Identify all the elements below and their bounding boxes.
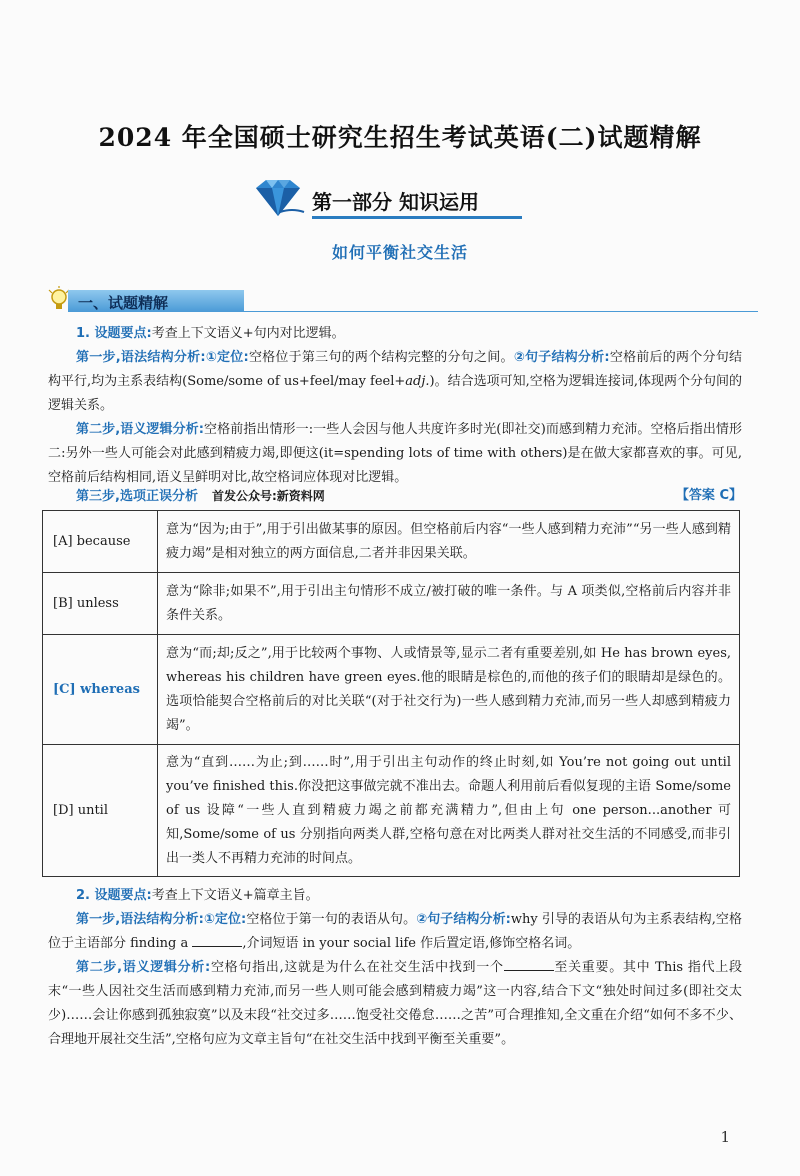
option-explanation: 意为“而;却;反之”,用于比较两个事物、人或情景等,显示二者有重要差别,如 He has brown eyes, whereas his children have green eyes.他的眼睛是棕色的,而他的孩子们的眼睛却是绿色的。选项恰能契合空格前后的对比关联“(对于社交行为)一些人感到精力充沛,而另一些人却感到精疲力竭”。 [158,635,740,745]
q1-key-point: 1. 设题要点:考查上下文语义+句内对比逻辑。 [76,326,345,341]
part-title-underline [312,216,522,219]
q2-key-point: 2. 设题要点:考查上下文语义+篇章主旨。 [76,888,319,903]
option-explanation: 意为“因为;由于”,用于引出做某事的原因。但空格前后内容“一些人感到精力充沛”“另一些人感到精疲力竭”是相对独立的两方面信息,二者并非因果关联。 [158,511,740,573]
option-label: [A] because [43,511,158,573]
blank-line [192,932,242,947]
section-title-band [68,290,244,312]
option-row [43,573,740,635]
option-label: [B] unless [43,573,158,635]
q1-step1: 第一步,语法结构分析:①定位:空格位于第三句的两个结构完整的分句之间。②句子结构分析:空格前后的两个分句结构平行,均为主系表结构(Some/some of us+feel/may feel+adj.)。结合选项可知,空格为逻辑连接词,体现两个分句间的逻辑关系。 [48,350,742,413]
q2-step2: 第二步,语义逻辑分析:空格句指出,这就是为什么在社交生活中找到一个 至关重要。其中 This 指代上段末“一些人因社交生活而感到精力充沛,而另一些人则可能会感到精疲力竭”这一内容,结合下文“独处时间过多(即社交太少)……会让你感到孤独寂寞”以及末段“社交过多……饱受社交倦怠……之苦”可合理推知,全文重在介绍“如何不多不少、合理地开展社交生活”,空格句应为文章主旨句“在社交生活中找到平衡至关重要”。 [48,956,742,1052]
passage-title: 如何平衡社交生活 [331,243,468,262]
section-header [48,286,758,314]
part-title: 第一部分 知识运用 [312,190,479,214]
answer-badge: 【答案 C】 [675,488,742,503]
option-row [43,745,740,877]
diamond-icon [250,178,306,218]
option-row-correct [43,635,740,745]
section-rule [244,311,758,312]
publisher-note: 首发公众号:新资料网 [211,489,325,503]
q1-step3: 第三步,选项正误分析 首发公众号:新资料网 【答案 C】 [76,488,742,504]
option-explanation: 意为“除非;如果不”,用于引出主句情形不成立/被打破的唯一条件。与 A 项类似,空格前后内容并非条件关系。 [158,573,740,635]
section-title: 一、试题精解 [78,294,169,312]
page-number: 1 [720,1128,730,1146]
part-header [250,178,550,222]
option-label: [D] until [43,745,158,877]
lightbulb-icon [48,286,70,314]
blank-line [504,956,554,971]
option-row [43,511,740,573]
page-title: 2024 年全国硕士研究生招生考试英语(二)试题精解 [98,123,702,152]
option-label: [C] whereas [43,635,158,745]
options-table [42,510,740,877]
q2-step1: 第一步,语法结构分析:①定位:空格位于第一句的表语从句。②句子结构分析:why 引导的表语从句为主系表结构,空格位于主语部分 finding a ,介词短语 in your social life 作后置定语,修饰空格名词。 [48,912,742,951]
q1-step2: 第二步,语义逻辑分析:空格前指出情形一:一些人会因与他人共度许多时光(即社交)而感到精力充沛。空格后指出情形二:另外一些人可能会对此感到精疲力竭,即便这(it=spending lots of time with others)是在做大家都喜欢的事。可见,空格前后结构相同,语义呈鲜明对比,故空格词应体现对比逻辑。 [48,422,743,485]
option-explanation: 意为“直到……为止;到……时”,用于引出主句动作的终止时刻,如 You’re not going out until you’ve finished this.你没把这事做完就不准出去。命题人利用前后看似复现的主语 Some/some of us 设障“一些人直到精疲力竭之前都充满精力”,但由上句 one person...another 可知,Some/some of us 分别指向两类人群,空格句意在对比两类人群对社交生活的不同感受,而非引出一类人不再精力充沛的时间点。 [158,745,740,877]
